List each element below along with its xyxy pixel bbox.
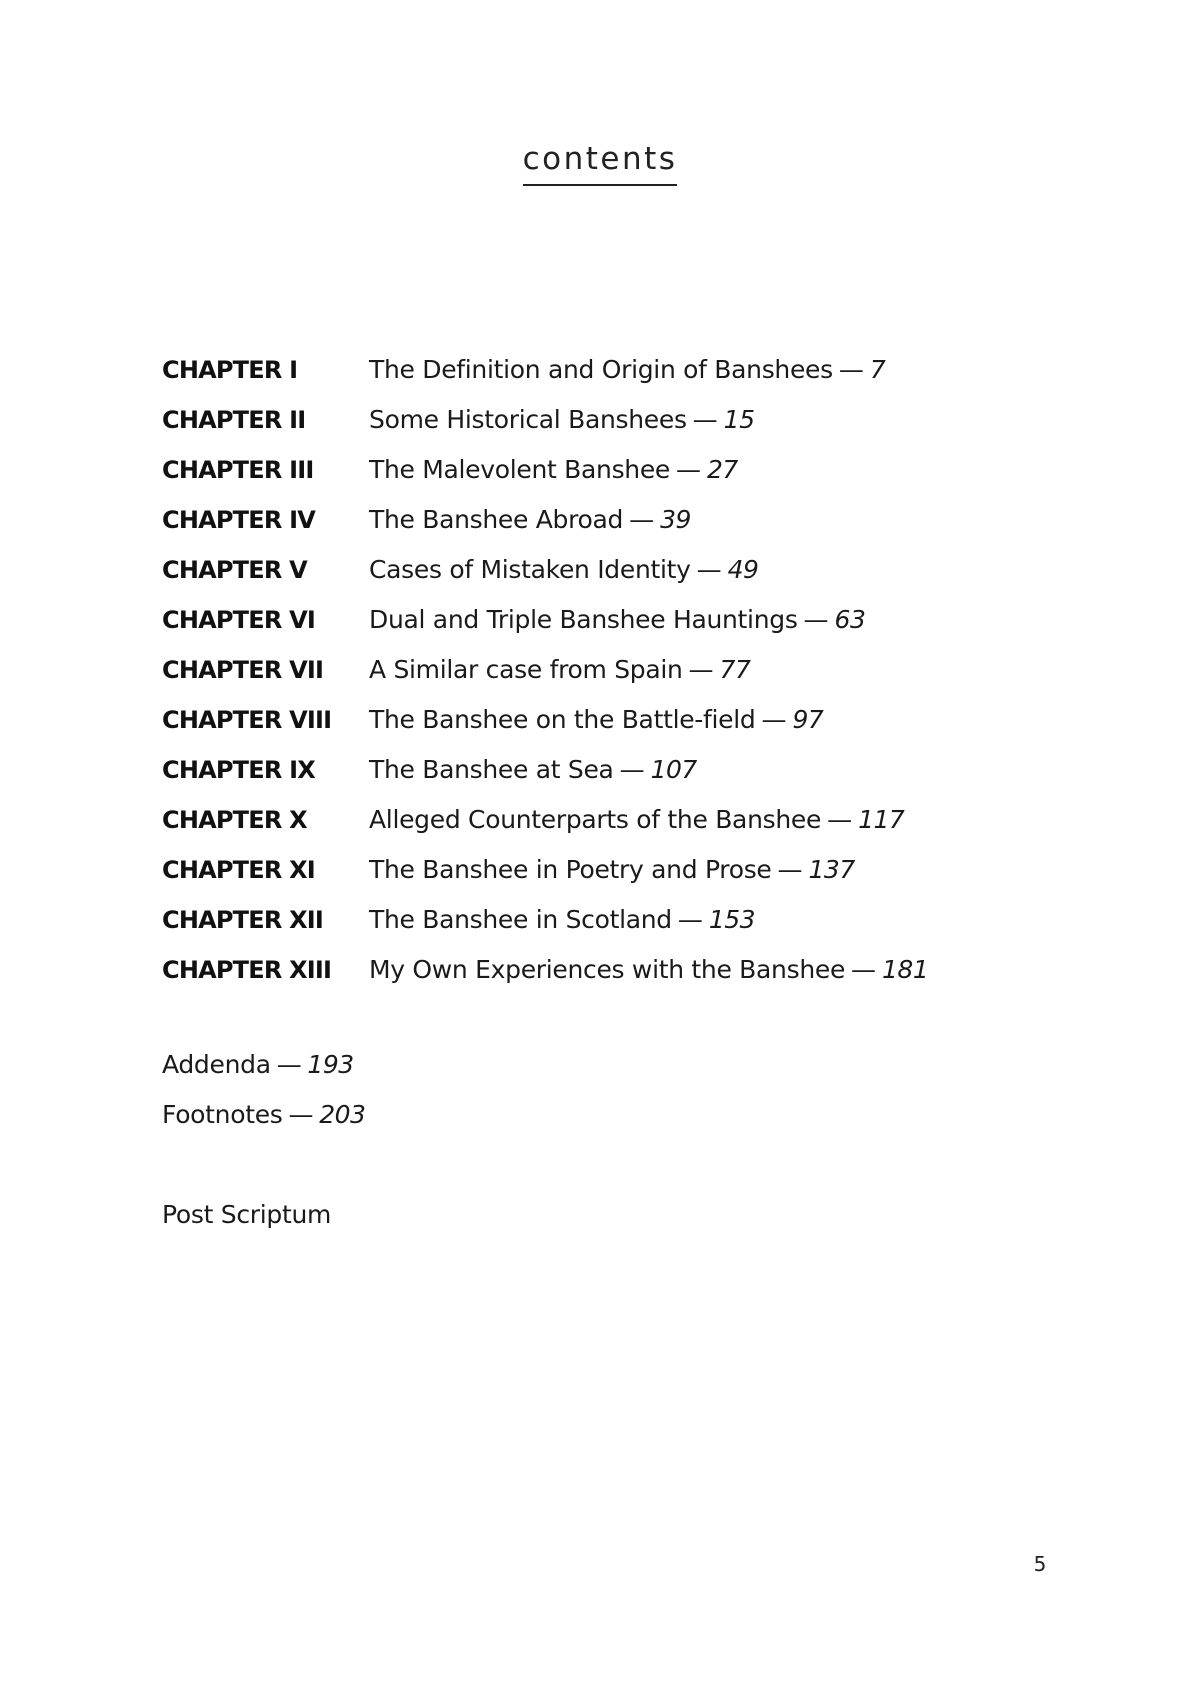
toc-entry-chapter-2 [162,395,1062,445]
dash-separator: — [676,455,702,484]
toc-entry-chapter-1 [162,345,1062,395]
chapter-title: The Banshee at Sea [369,755,614,784]
chapter-page-number: 117 [858,805,905,834]
chapter-title: Alleged Counterparts of the Banshee [369,805,822,834]
chapter-page-number: 153 [708,905,756,934]
chapter-label: CHAPTER VII [162,656,324,684]
chapter-label: CHAPTER IV [162,506,315,534]
toc-entry-chapter-7 [162,645,1062,695]
chapter-label: CHAPTER IX [162,756,315,784]
chapter-label: CHAPTER VIII [162,706,332,734]
chapter-title: The Banshee Abroad [369,505,624,534]
toc-entry-chapter-8 [162,695,1062,745]
toc-entry-chapter-9 [162,745,1062,795]
dash-separator: — [692,405,718,434]
page-number: 5 [1033,1552,1047,1576]
chapter-title: My Own Experiences with the Banshee [369,955,846,984]
chapter-page-number: 97 [792,705,824,734]
chapter-label: CHAPTER II [162,406,306,434]
toc-entry-chapter-10 [162,795,1062,845]
dash-separator: — [276,1050,302,1079]
page-title: contents [523,142,678,186]
toc-entry-chapter-13 [162,945,1062,995]
chapter-page-number: 39 [660,505,691,534]
entry-title: Addenda [162,1050,271,1079]
chapter-page-number: 7 [869,355,886,384]
chapter-title: A Similar case from Spain [369,655,683,684]
dash-separator: — [851,955,877,984]
dash-separator: — [688,655,714,684]
chapter-label: CHAPTER XII [162,906,324,934]
dash-separator: — [677,905,703,934]
chapter-page-number: 27 [707,455,738,484]
dash-separator: — [838,355,864,384]
dash-separator: — [827,805,853,834]
chapter-title: The Malevolent Banshee [369,455,671,484]
toc-entry-chapter-12 [162,895,1062,945]
toc-entry-footnotes [162,1090,762,1140]
chapter-title: Dual and Triple Banshee Hauntings [369,605,798,634]
table-of-contents [162,345,1062,995]
chapter-page-number: 63 [834,605,866,634]
chapter-page-number: 181 [882,955,929,984]
dash-separator: — [761,705,787,734]
dash-separator: — [803,605,829,634]
chapter-title: Some Historical Banshees [369,405,687,434]
chapter-page-number: 107 [650,755,697,784]
chapter-label: CHAPTER VI [162,606,315,634]
dash-separator: — [619,755,645,784]
chapter-page-number: 137 [808,855,855,884]
dash-separator: — [696,555,722,584]
entry-title: Footnotes [162,1100,283,1129]
chapter-label: CHAPTER X [162,806,307,834]
toc-entry-chapter-4 [162,495,1062,545]
chapter-label: CHAPTER V [162,556,307,584]
chapter-page-number: 15 [723,405,755,434]
chapter-page-number: 49 [727,555,759,584]
chapter-label: CHAPTER III [162,456,314,484]
toc-entry-post-scriptum: Post Scriptum [162,1200,332,1229]
chapter-title: Cases of Mistaken Identity [369,555,691,584]
toc-entry-chapter-11 [162,845,1062,895]
dash-separator: — [777,855,803,884]
toc-entry-chapter-5 [162,545,1062,595]
dash-separator: — [629,505,655,534]
chapter-page-number: 77 [719,655,751,684]
toc-entry-addenda [162,1040,762,1090]
chapter-label: CHAPTER XI [162,856,315,884]
entry-page-number: 193 [307,1050,354,1079]
dash-separator: — [288,1100,314,1129]
chapter-title: The Banshee in Poetry and Prose [369,855,772,884]
chapter-title: The Definition and Origin of Banshees [369,355,833,384]
entry-page-number: 203 [319,1100,366,1129]
chapter-label: CHAPTER I [162,356,298,384]
chapter-label: CHAPTER XIII [162,956,332,984]
toc-entry-chapter-6 [162,595,1062,645]
title-wrapper [0,142,1200,186]
chapter-title: The Banshee in Scotland [369,905,672,934]
chapter-title: The Banshee on the Battle-field [369,705,756,734]
toc-entry-chapter-3 [162,445,1062,495]
back-matter-list [162,1040,762,1140]
